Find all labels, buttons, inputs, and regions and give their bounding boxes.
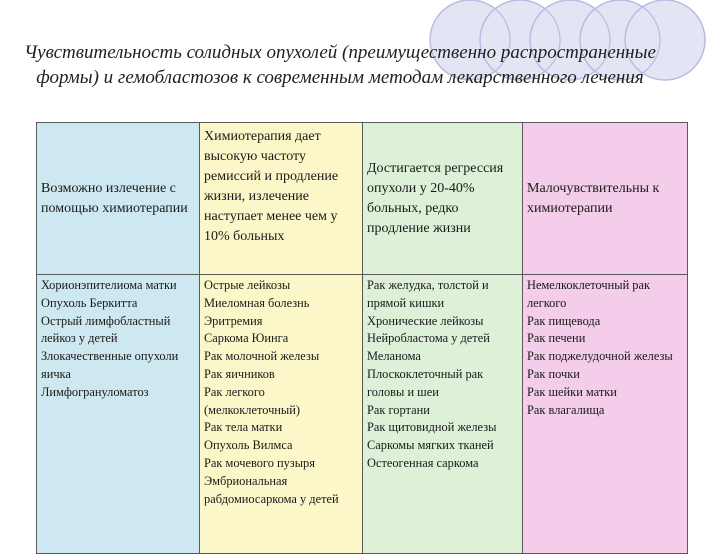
body-cell-low-sensitivity: Немелкоклеточный рак легкого Рак пищевода Рак печени Рак поджелудочной железы Рак почки Рак шейки матки Рак влагалища — [523, 275, 687, 553]
header-cell-regression: Достигается регрессия опухоли у 20-40% больных, редко продление жизни — [363, 123, 523, 275]
body-cell-remission: Острые лейкозы Миеломная болезнь Эритремия Саркома Юинга Рак молочной железы Рак яичников Рак легкого (мелкоклеточный) Рак тела матки Опухоль Вилмса Рак мочевого пузыря Эмбриональная рабдомиосаркома у детей — [200, 275, 363, 553]
sensitivity-table — [36, 122, 688, 554]
body-cell-regression: Рак желудка, толстой и прямой кишки Хронические лейкозы Нейробластома у детей Меланома Плоскоклеточный рак головы и шеи Рак гортани Рак щитовидной железы Саркомы мягких тканей Остеогенная саркома — [363, 275, 523, 553]
slide-title: Чувствительность солидных опухолей (преимущественно распространенные формы) и гемобластозов к современным методам лекарственного лечения — [24, 42, 656, 88]
body-cell-curable: Хорионэпителиома матки Опухоль Беркитта Острый лимфобластный лейкоз у детей Злокачественные опухоли яичка Лимфогрануломатоз — [37, 275, 200, 553]
header-cell-low-sensitivity: Малочувствительны к химиотерапии — [523, 123, 687, 275]
header-cell-remission: Химиотерапия дает высокую частоту ремиссий и продление жизни, излечение наступает менее чем у 10% больных — [200, 123, 363, 275]
header-cell-curable: Возможно излечение с помощью химиотерапии — [37, 123, 200, 275]
